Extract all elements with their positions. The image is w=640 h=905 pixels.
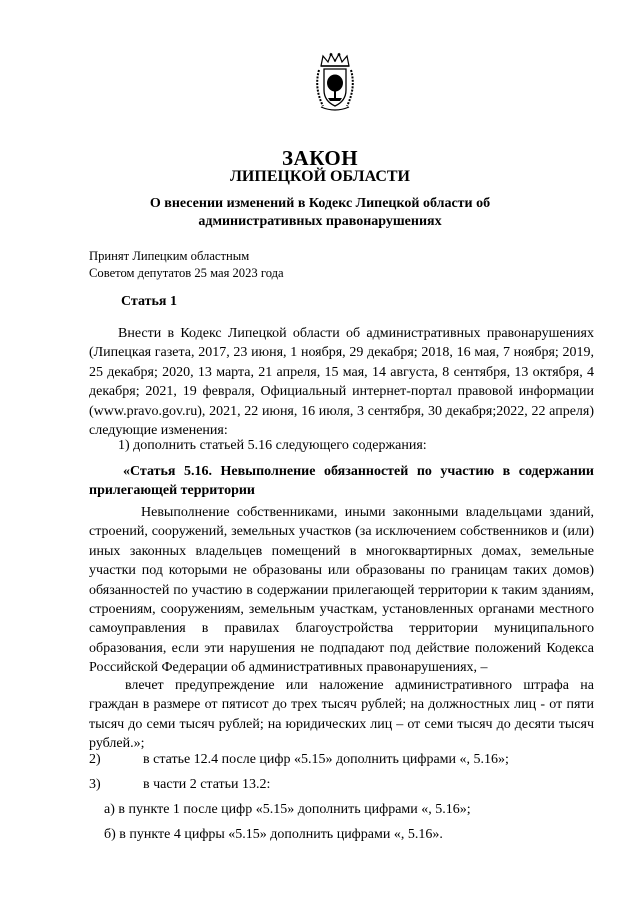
article-1-heading: Статья 1: [121, 294, 177, 309]
item-2-text: в статье 12.4 после цифр «5.15» дополнить цифрами «, 5.16»;: [143, 752, 509, 767]
lipetsk-coat-of-arms-emblem: [313, 52, 357, 114]
law-subtitle-line2: административных правонарушениях: [198, 214, 442, 229]
adoption-line1: Принят Липецким областным: [89, 249, 250, 263]
sub-item-b: б) в пункте 4 цифры «5.15» дополнить цифрами «, 5.16».: [104, 827, 443, 842]
law-title: ЗАКОН: [281, 146, 359, 170]
amendment-item-1: 1) дополнить статьей 5.16 следующего содержания:: [118, 438, 427, 453]
item-2-number: 2): [89, 752, 101, 767]
region-title: ЛИПЕЦКОЙ ОБЛАСТИ: [230, 168, 410, 185]
penalty-text: влечет предупреждение или наложение административного штрафа на граждан в размере от пятисот до трех тысяч рублей; на должностных лиц - от пяти тысяч до семи тысяч рублей; на юридических лиц – от семи тысяч до десяти тысяч рублей.»;: [89, 678, 594, 752]
adoption-note: [89, 248, 284, 281]
sub-item-a: а) в пункте 1 после цифр «5.15» дополнить цифрами «, 5.16»;: [104, 802, 471, 817]
new-article-text: Невыполнение собственниками, иными законными владельцами зданий, строений, сооружений, земельных участков (за исключением собственников и (или) иных законных владельцев помещений в многоквартирных домах, земельные участки под которыми не образованы или образованы по границам таких домов) обязанностей по участию в содержании прилегающей территории к таким зданиям, строениям, сооружениям, земельным участкам, установленных органами местного самоуправления в правилах благоустройства территории муниципального образования, если эти нарушения не подпадают под действие положений Кодекса Российской Федерации об административных правонарушениях, –: [89, 505, 594, 676]
adoption-line2: Советом депутатов 25 мая 2023 года: [89, 265, 284, 280]
law-subtitle-line1: О внесении изменений в Кодекс Липецкой области об: [149, 196, 491, 211]
item-3-text: в части 2 статьи 13.2:: [143, 777, 271, 792]
new-article-heading: «Статья 5.16. Невыполнение обязанностей по участию в содержании прилегающей территории: [89, 464, 594, 499]
article-1-intro: Внести в Кодекс Липецкой области об административных правонарушениях (Липецкая газета, 2017, 23 июня, 1 ноября, 29 декабря; 2018, 16 мая, 7 ноября; 2019, 25 декабря; 2020, 13 марта, 21 апреля, 15 мая, 14 августа, 8 сентября, 13 октября, 4 декабря; 2021, 19 февраля, Официальный интернет-портал правовой информации (www.pravo.gov.ru), 2021, 22 июня, 16 июля, 3 сентября, 30 декабря;2022, 22 апреля) следующие изменения:: [89, 326, 594, 439]
item-3-number: 3): [89, 777, 101, 792]
